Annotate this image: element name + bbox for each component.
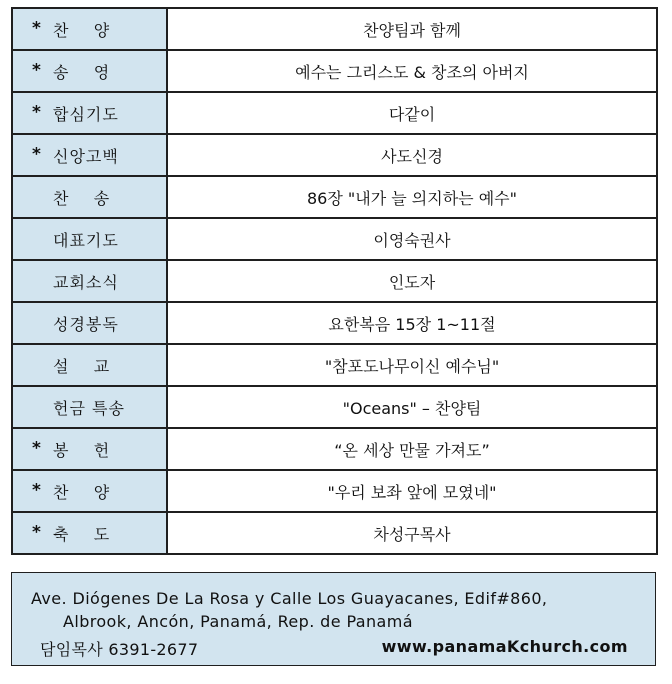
order-item-label: 찬 양 [53, 482, 111, 502]
order-item-label: 헌금 특송 [53, 398, 125, 418]
order-item-label-cell [12, 302, 167, 344]
order-item-label-cell [12, 470, 167, 512]
order-item-label-cell [12, 344, 167, 386]
order-row [12, 176, 657, 218]
worship-order-body [12, 8, 657, 554]
order-item-label-cell [12, 134, 167, 176]
order-item-label: 교회소식 [53, 272, 119, 292]
order-item-label-cell [12, 512, 167, 554]
asterisk-mark: * [32, 522, 41, 543]
order-item-label-cell [12, 218, 167, 260]
asterisk-mark: * [32, 102, 41, 123]
order-item-label: 찬 송 [53, 188, 111, 208]
order-item-label: 송 영 [53, 62, 111, 82]
order-item-value: "우리 보좌 앞에 모였네" [167, 470, 657, 512]
order-item-label-cell [12, 50, 167, 92]
order-item-label: 축 도 [53, 524, 111, 544]
order-row [12, 512, 657, 554]
order-row [12, 134, 657, 176]
address-line-2: Albrook, Ancón, Panamá, Rep. de Panamá [63, 612, 413, 631]
order-item-label-cell [12, 428, 167, 470]
order-item-label-cell [12, 386, 167, 428]
order-item-value: "참포도나무이신 예수님" [167, 344, 657, 386]
order-item-label-cell [12, 176, 167, 218]
church-info-footer [11, 572, 656, 666]
asterisk-mark: * [32, 144, 41, 165]
order-item-label: 봉 헌 [53, 440, 111, 460]
order-item-value: 찬양팀과 함께 [167, 8, 657, 50]
order-item-label-cell [12, 8, 167, 50]
asterisk-mark: * [32, 18, 41, 39]
order-row [12, 428, 657, 470]
order-row [12, 8, 657, 50]
order-item-label-cell [12, 92, 167, 134]
asterisk-mark: * [32, 480, 41, 501]
order-item-value: 요한복음 15장 1~11절 [167, 302, 657, 344]
order-item-value: 86장 "내가 늘 의지하는 예수" [167, 176, 657, 218]
order-item-value: 예수는 그리스도 & 창조의 아버지 [167, 50, 657, 92]
pastor-phone: 담임목사 6391-2677 [40, 640, 199, 659]
asterisk-mark: * [32, 60, 41, 81]
order-item-label: 신앙고백 [53, 146, 119, 166]
asterisk-mark: * [32, 438, 41, 459]
order-item-label: 성경봉독 [53, 314, 119, 334]
order-item-value: “온 세상 만물 가져도” [167, 428, 657, 470]
order-item-value: 차성구목사 [167, 512, 657, 554]
order-row [12, 470, 657, 512]
order-item-value: 인도자 [167, 260, 657, 302]
order-item-value: "Oceans" – 찬양팀 [167, 386, 657, 428]
order-item-value: 다같이 [167, 92, 657, 134]
order-item-label: 설 교 [53, 356, 111, 376]
order-row [12, 302, 657, 344]
order-row [12, 50, 657, 92]
order-item-value: 사도신경 [167, 134, 657, 176]
order-item-value: 이영숙권사 [167, 218, 657, 260]
order-item-label: 대표기도 [53, 230, 119, 250]
church-website[interactable]: www.panamaKchurch.com [381, 637, 628, 656]
order-item-label: 합심기도 [53, 104, 119, 124]
order-item-label: 찬 양 [53, 20, 111, 40]
worship-order-table [11, 7, 658, 555]
order-row [12, 92, 657, 134]
order-row [12, 260, 657, 302]
address-line-1: Ave. Diógenes De La Rosa y Calle Los Guayacanes, Edif#860, [31, 589, 548, 608]
order-row [12, 218, 657, 260]
order-row [12, 344, 657, 386]
order-item-label-cell [12, 260, 167, 302]
order-row [12, 386, 657, 428]
